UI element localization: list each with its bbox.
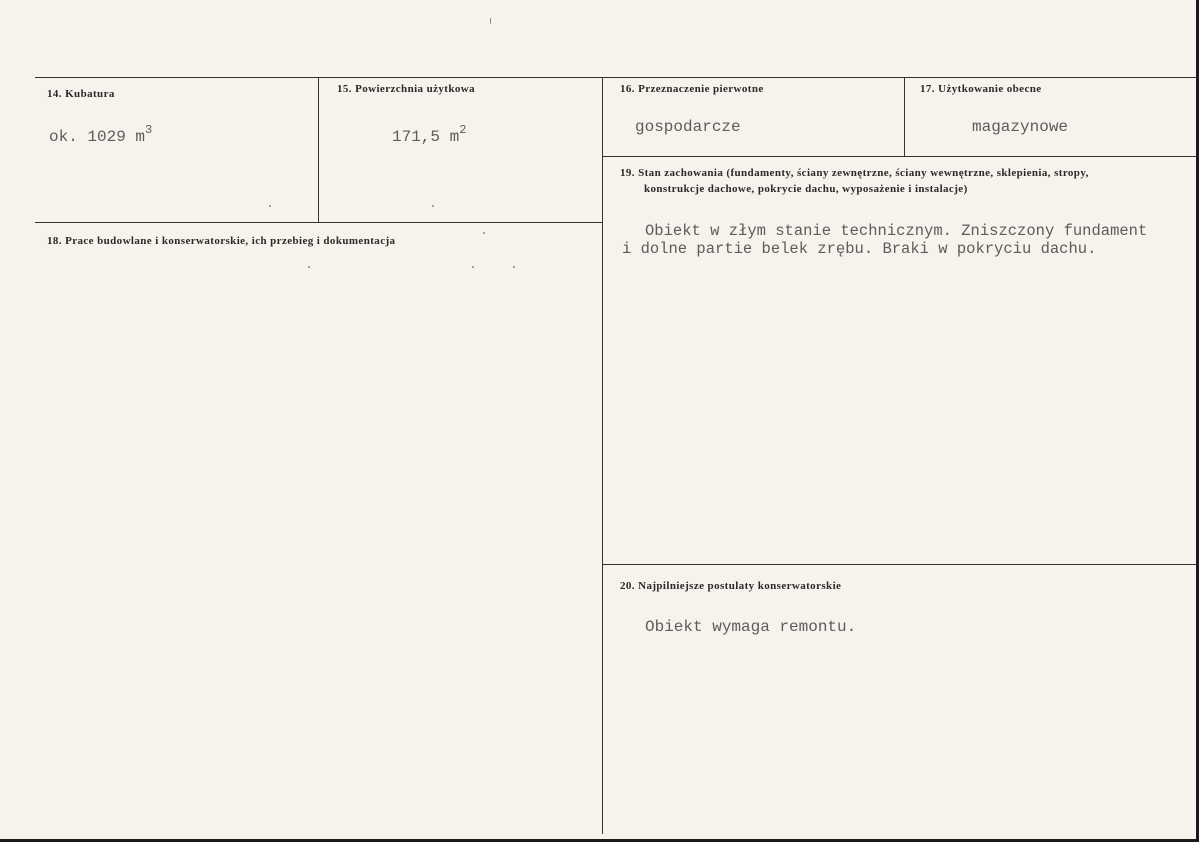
field-16-value: gospodarcze bbox=[635, 118, 741, 136]
divider-center bbox=[602, 77, 603, 834]
rule-under-19 bbox=[602, 564, 1196, 565]
field-20-label: 20. Najpilniejsze postulaty konserwatorskie bbox=[620, 580, 842, 592]
rule-under-16-17 bbox=[602, 156, 1196, 157]
paper-speck bbox=[269, 205, 271, 207]
paper-speck bbox=[490, 18, 491, 24]
divider-16-17 bbox=[904, 77, 905, 157]
field-14-value-text: ok. 1029 m bbox=[49, 128, 146, 146]
field-16-label: 16. Przeznaczenie pierwotne bbox=[620, 83, 764, 95]
field-14-label: 14. Kubatura bbox=[47, 88, 115, 100]
field-14-value bbox=[49, 123, 153, 147]
rule-under-14-15 bbox=[35, 222, 603, 223]
divider-14-15 bbox=[318, 77, 319, 223]
field-19-label-line1: 19. Stan zachowania (fundamenty, ściany zewnętrzne, ściany wewnętrzne, sklepienia, stropy, bbox=[620, 167, 1089, 179]
paper-speck bbox=[513, 266, 515, 268]
field-15-label: 15. Powierzchnia użytkowa bbox=[337, 83, 476, 95]
field-18-label: 18. Prace budowlane i konserwatorskie, ich przebieg i dokumentacja bbox=[47, 235, 396, 247]
top-rule bbox=[35, 77, 1196, 78]
paper-speck bbox=[308, 266, 310, 268]
field-17-label: 17. Użytkowanie obecne bbox=[920, 83, 1042, 95]
field-14-unit-exponent: 3 bbox=[145, 123, 153, 137]
paper-speck bbox=[432, 205, 434, 207]
field-15-value-text: 171,5 m bbox=[392, 128, 460, 146]
paper-speck bbox=[472, 266, 474, 268]
field-19-label-line2: konstrukcje dachowe, pokrycie dachu, wyposażenie i instalacje) bbox=[644, 183, 968, 195]
field-17-value: magazynowe bbox=[972, 118, 1069, 136]
field-15-value bbox=[392, 123, 467, 147]
field-20-value: Obiekt wymaga remontu. bbox=[645, 618, 857, 636]
field-15-unit-exponent: 2 bbox=[459, 123, 467, 137]
field-19-value-line1: Obiekt w złym stanie technicznym. Zniszczony fundament bbox=[645, 222, 1148, 240]
paper-speck bbox=[483, 232, 485, 234]
field-19-value-line2: i dolne partie belek zrębu. Braki w pokryciu dachu. bbox=[622, 240, 1097, 258]
